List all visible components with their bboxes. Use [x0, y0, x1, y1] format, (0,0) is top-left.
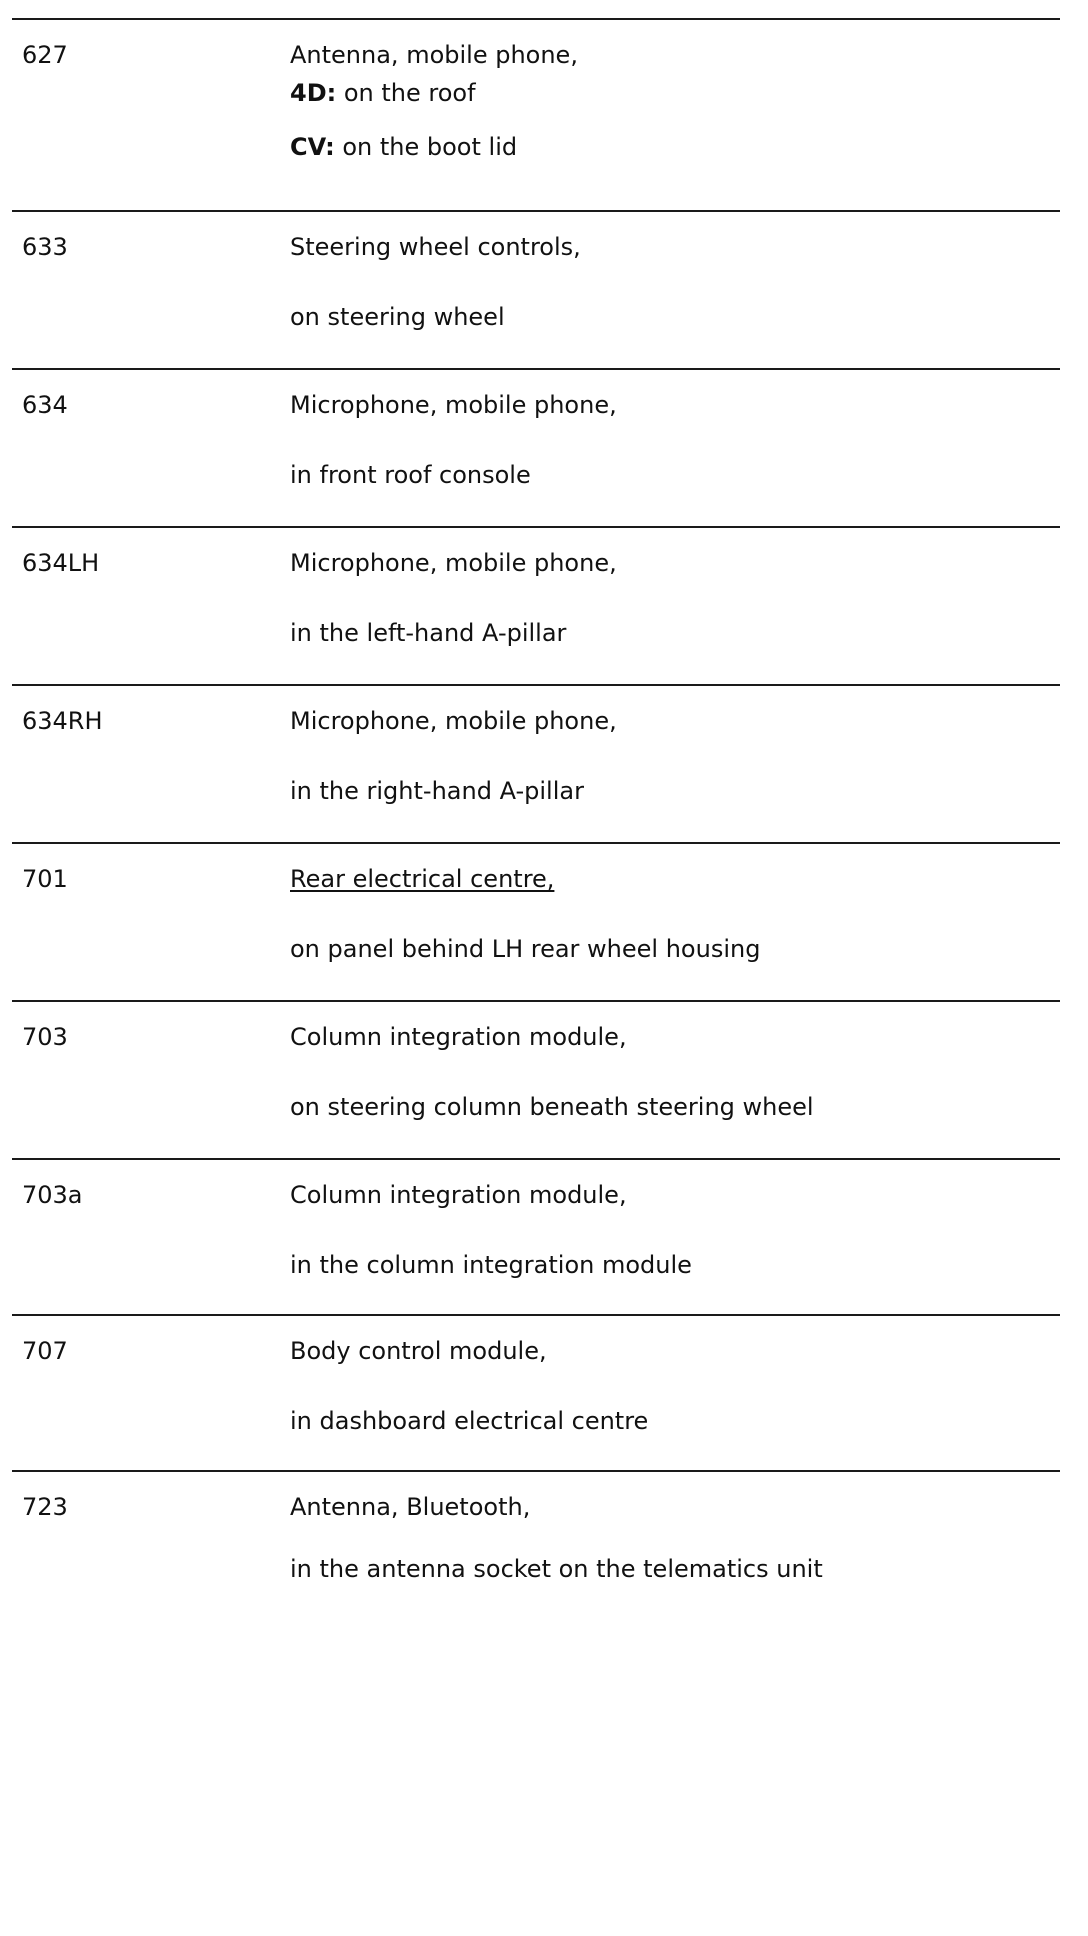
component-description: Microphone, mobile phone,: [290, 549, 617, 577]
variant-text: on the boot lid: [334, 133, 518, 161]
component-code: 707: [22, 1337, 68, 1365]
component-code: 634LH: [22, 549, 100, 577]
component-code: 703a: [22, 1181, 83, 1209]
variant-label: CV:: [290, 133, 335, 161]
component-description: Body control module,: [290, 1337, 547, 1365]
component-location: in the antenna socket on the telematics unit: [290, 1555, 823, 1583]
component-code: 723: [22, 1493, 68, 1521]
list-item: [0, 1470, 1088, 1666]
component-code: 634: [22, 391, 68, 419]
component-location: in the right-hand A-pillar: [290, 777, 584, 805]
component-description: Antenna, Bluetooth,: [290, 1493, 531, 1521]
row-divider: [12, 842, 1060, 844]
component-location: in front roof console: [290, 461, 531, 489]
component-code: 633: [22, 233, 68, 261]
component-location: on steering wheel: [290, 303, 505, 331]
component-location: in the left-hand A-pillar: [290, 619, 567, 647]
component-description: Column integration module,: [290, 1023, 627, 1051]
row-divider: [12, 1314, 1060, 1316]
component-description: Steering wheel controls,: [290, 233, 581, 261]
row-divider: [12, 1470, 1060, 1472]
component-description: Microphone, mobile phone,: [290, 391, 617, 419]
row-divider: [12, 1000, 1060, 1002]
component-description: Column integration module,: [290, 1181, 627, 1209]
row-divider: [12, 1158, 1060, 1160]
variant-location: [290, 132, 517, 162]
row-divider: [12, 18, 1060, 20]
component-code: 701: [22, 865, 68, 893]
component-code: 627: [22, 41, 68, 69]
row-divider: [12, 684, 1060, 686]
component-description: Microphone, mobile phone,: [290, 707, 617, 735]
list-item: [0, 18, 1088, 214]
component-location: on steering column beneath steering wheel: [290, 1093, 814, 1121]
variant-text: on the roof: [336, 79, 476, 107]
variant-location: [290, 78, 476, 108]
row-divider: [12, 526, 1060, 528]
component-description-link[interactable]: Rear electrical centre,: [290, 865, 555, 893]
row-divider: [12, 210, 1060, 212]
row-divider: [12, 368, 1060, 370]
component-description: Antenna, mobile phone,: [290, 41, 578, 69]
component-location: on panel behind LH rear wheel housing: [290, 935, 761, 963]
component-location: in the column integration module: [290, 1251, 692, 1279]
variant-label: 4D:: [290, 79, 337, 107]
component-location: in dashboard electrical centre: [290, 1407, 649, 1435]
component-code: 703: [22, 1023, 68, 1051]
component-code: 634RH: [22, 707, 103, 735]
